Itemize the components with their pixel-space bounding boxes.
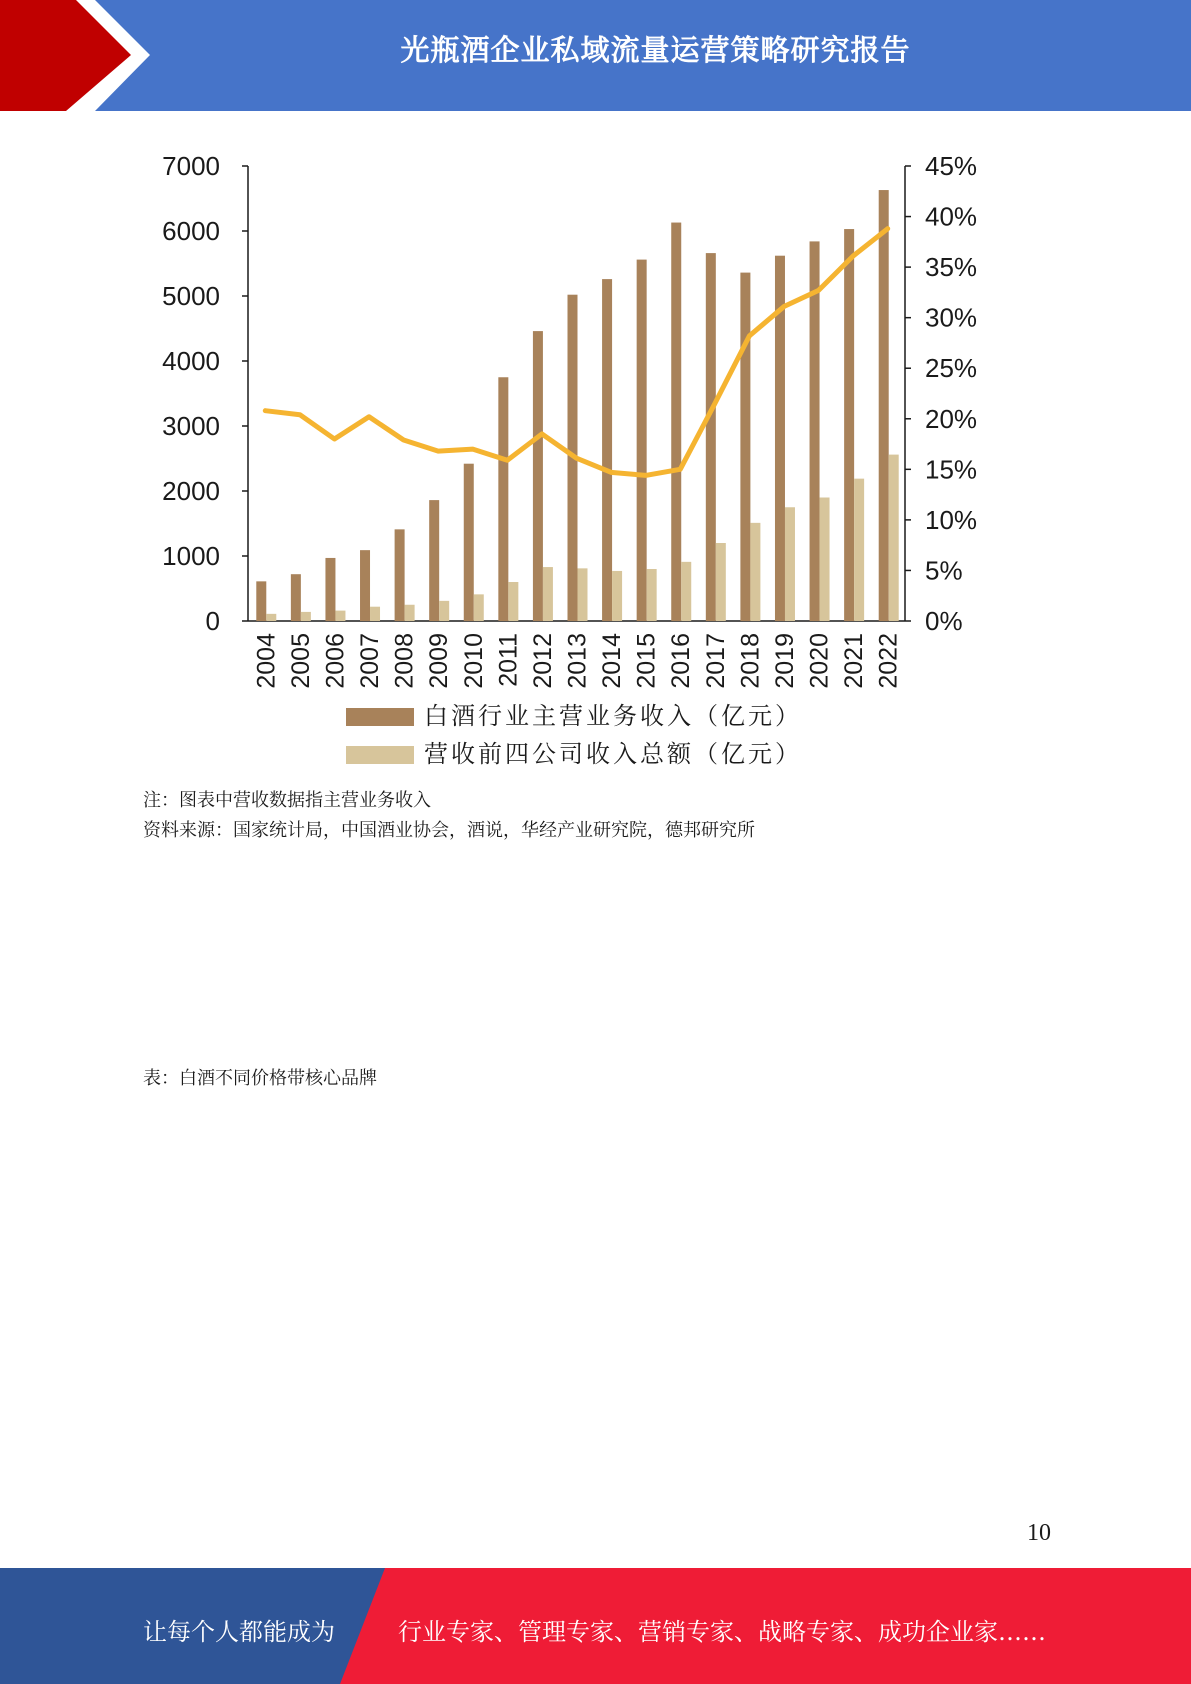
report-title: 光瓶酒企业私域流量运营策略研究报告: [400, 33, 911, 67]
x-tick-label: 2011: [494, 633, 523, 687]
y-left-tick-label: 4000: [162, 346, 220, 376]
revenue-chart-svg: [130, 140, 1010, 785]
bar-industry-revenue: [498, 377, 508, 621]
x-tick-label: 2015: [632, 633, 661, 689]
bar-top4-revenue: [370, 607, 380, 621]
y-right-tick-label: 40%: [925, 201, 978, 232]
chart-source: 资料来源：国家统计局，中国酒业协会，酒说，华经产业研究院，德邦研究所: [143, 820, 755, 841]
x-tick-label: 2014: [598, 633, 627, 689]
x-tick-label: 2019: [770, 633, 799, 689]
y-left-tick-label: 3000: [162, 411, 220, 441]
bar-top4-revenue: [750, 523, 760, 621]
bar-top4-revenue: [405, 605, 415, 621]
y-right-tick-label: 35%: [925, 252, 978, 283]
y-left-tick-label: 2000: [162, 476, 220, 506]
bar-top4-revenue: [681, 562, 691, 621]
bar-industry-revenue: [429, 500, 439, 621]
legend-label-top4: 营收前四公司收入总额（亿元）: [424, 740, 802, 768]
y-right-tick-label: 5%: [925, 555, 963, 586]
x-tick-label: 2021: [840, 633, 869, 689]
bar-industry-revenue: [706, 253, 716, 621]
bar-industry-revenue: [740, 273, 750, 621]
bar-top4-revenue: [266, 614, 276, 621]
bar-top4-revenue: [889, 455, 899, 621]
x-tick-label: 2013: [563, 633, 592, 689]
y-right-tick-label: 45%: [925, 151, 978, 181]
bar-industry-revenue: [256, 581, 266, 621]
x-tick-label: 2022: [874, 633, 903, 689]
bar-industry-revenue: [637, 260, 647, 621]
bar-top4-revenue: [335, 611, 345, 621]
x-tick-label: 2010: [459, 633, 488, 689]
bar-industry-revenue: [879, 190, 889, 621]
x-tick-label: 2012: [528, 633, 557, 689]
y-left-tick-label: 5000: [162, 281, 220, 311]
legend-label-industry: 白酒行业主营业务收入（亿元）: [424, 702, 802, 730]
y-right-tick-label: 15%: [925, 454, 978, 485]
chart-note: 注：图表中营收数据指主营业务收入: [143, 790, 431, 811]
table-caption: 表：白酒不同价格带核心品牌: [143, 1068, 377, 1089]
bar-industry-revenue: [810, 241, 820, 621]
footer-slogan: 让每个人都能成为: [143, 1618, 335, 1646]
x-tick-label: 2005: [286, 633, 315, 689]
y-right-tick-label: 10%: [925, 504, 978, 535]
x-tick-label: 2007: [356, 633, 385, 689]
bar-top4-revenue: [612, 571, 622, 621]
page-footer: [0, 1568, 1191, 1684]
bar-industry-revenue: [844, 229, 854, 621]
y-right-tick-label: 0%: [925, 606, 963, 636]
arrow-accent-icon: [0, 0, 160, 111]
x-tick-label: 2020: [805, 633, 834, 689]
bar-top4-revenue: [508, 582, 518, 621]
x-tick-label: 2017: [701, 633, 730, 689]
bar-top4-revenue: [785, 507, 795, 621]
x-tick-label: 2016: [667, 633, 696, 689]
bar-top4-revenue: [439, 601, 449, 621]
legend-swatch-top4: [346, 746, 414, 764]
bar-industry-revenue: [291, 574, 301, 621]
bar-top4-revenue: [301, 612, 311, 621]
x-tick-label: 2018: [736, 633, 765, 689]
bar-top4-revenue: [716, 543, 726, 621]
x-tick-label: 2008: [390, 633, 419, 689]
y-right-tick-label: 30%: [925, 302, 978, 333]
bar-industry-revenue: [395, 529, 405, 621]
y-left-tick-label: 7000: [162, 151, 220, 181]
y-left-tick-label: 0: [205, 606, 220, 636]
page-number: 10: [1027, 1520, 1051, 1546]
bar-top4-revenue: [647, 569, 657, 621]
x-tick-label: 2006: [321, 633, 350, 689]
bar-top4-revenue: [820, 498, 830, 622]
bar-top4-revenue: [474, 594, 484, 621]
y-left-tick-label: 6000: [162, 216, 220, 246]
bar-top4-revenue: [543, 567, 553, 621]
y-right-tick-label: 25%: [925, 353, 978, 384]
bar-industry-revenue: [325, 558, 335, 621]
bar-top4-revenue: [854, 479, 864, 621]
y-right-tick-label: 20%: [925, 403, 978, 434]
x-tick-label: 2009: [425, 633, 454, 689]
y-left-tick-label: 1000: [162, 541, 220, 571]
bar-industry-revenue: [671, 223, 681, 621]
page-header: [0, 0, 1191, 111]
bar-industry-revenue: [464, 464, 474, 621]
bar-top4-revenue: [578, 568, 588, 621]
footer-expertise-list: 行业专家、管理专家、营销专家、战略专家、成功企业家……: [398, 1618, 1046, 1646]
x-tick-label: 2004: [252, 633, 281, 689]
revenue-chart: [130, 140, 1010, 785]
bar-industry-revenue: [360, 550, 370, 621]
legend-swatch-industry: [346, 708, 414, 726]
bar-industry-revenue: [602, 279, 612, 621]
bar-industry-revenue: [533, 331, 543, 621]
